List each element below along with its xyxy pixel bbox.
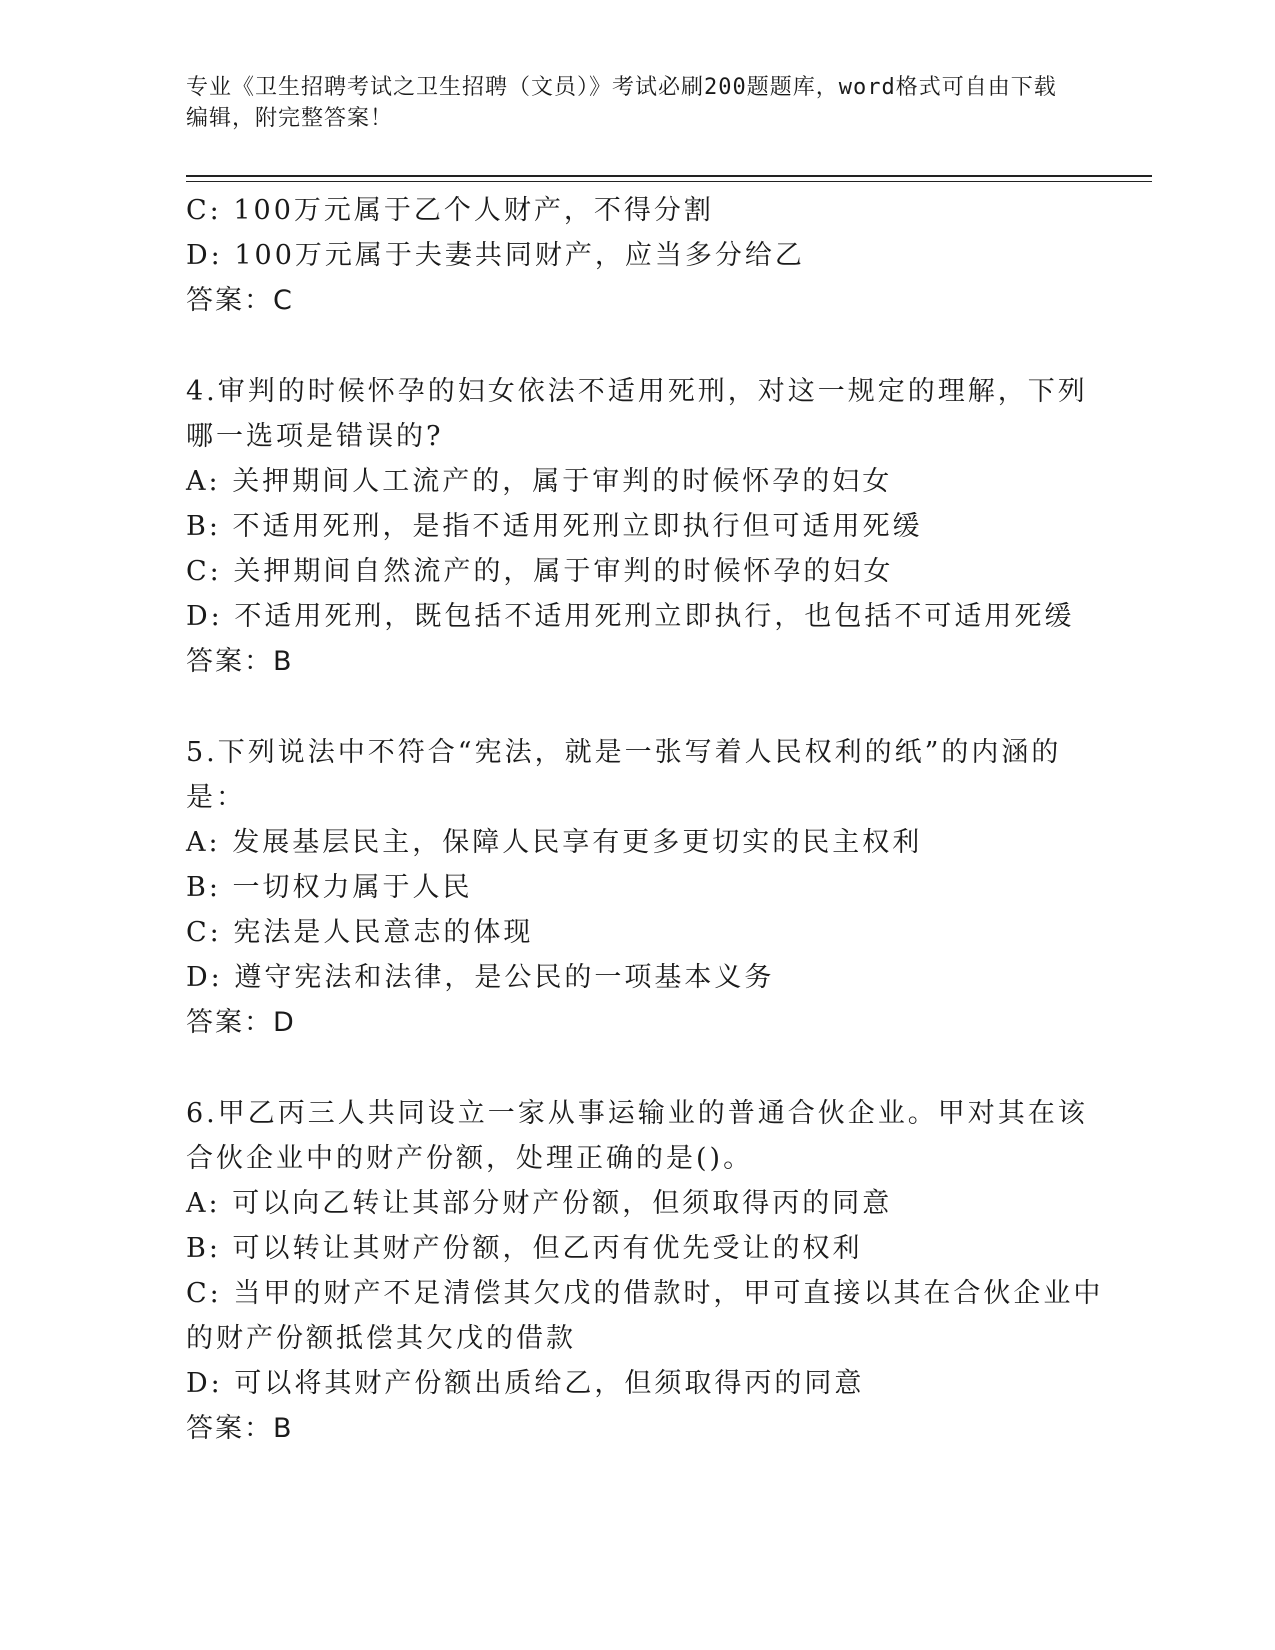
option-letter: D:	[186, 962, 223, 993]
question-stem: 6.甲乙丙三人共同设立一家从事运输业的普通合伙企业。甲对其在该	[186, 1098, 1088, 1129]
answer-line	[186, 1000, 1086, 1045]
option-text: 发展基层民主，保障人民享有更多更切实的民主权利	[232, 827, 923, 858]
question-4	[186, 369, 1086, 684]
question-stem-cont: 合伙企业中的财产份额，处理正确的是()。	[186, 1143, 754, 1174]
option-d	[186, 1361, 1086, 1406]
header-title: 专业《卫生招聘考试之卫生招聘（文员）》考试必刷200题题库，word格式可自由下载编辑，附完整答案！	[186, 75, 1057, 131]
header-rule-thin	[186, 181, 1152, 182]
answer-label: 答案：	[186, 1413, 273, 1444]
answer-value: B	[273, 1413, 294, 1444]
answer-line	[186, 639, 1086, 684]
option-text: 遵守宪法和法律，是公民的一项基本义务	[234, 962, 775, 993]
answer-value: C	[273, 285, 294, 316]
option-text: 可以转让其财产份额，但乙丙有优先受让的权利	[232, 1233, 863, 1264]
option-c	[186, 1271, 1104, 1316]
header-rule-thick	[186, 175, 1152, 177]
question-stem-cont: 是：	[186, 782, 246, 813]
option-letter: A:	[186, 466, 221, 497]
answer-line	[186, 278, 1086, 323]
option-letter: C:	[186, 556, 222, 587]
option-letter: C:	[186, 195, 222, 226]
option-c	[186, 549, 1086, 594]
option-text: 可以将其财产份额出质给乙，但须取得丙的同意	[234, 1368, 865, 1399]
option-a	[186, 459, 1086, 504]
option-letter: D:	[186, 1368, 223, 1399]
option-letter: D:	[186, 601, 223, 632]
answer-label: 答案：	[186, 285, 273, 316]
option-letter: D:	[186, 240, 223, 271]
question-5	[186, 730, 1086, 1045]
question-stem-cont: 哪一选项是错误的?	[186, 421, 444, 452]
option-text: 宪法是人民意志的体现	[233, 917, 534, 948]
option-text: 不适用死刑，既包括不适用死刑立即执行，也包括不可适用死缓	[234, 601, 1075, 632]
option-letter: A:	[186, 827, 221, 858]
answer-label: 答案：	[186, 646, 273, 677]
option-b	[186, 504, 1086, 549]
answer-label: 答案：	[186, 1007, 273, 1038]
option-letter: B:	[186, 511, 221, 542]
option-a	[186, 1181, 1086, 1226]
option-d	[186, 233, 1086, 278]
answer-value: B	[273, 646, 294, 677]
option-a	[186, 820, 1086, 865]
answer-line	[186, 1406, 1086, 1451]
option-text-cont: 的财产份额抵偿其欠戊的借款	[186, 1323, 576, 1354]
document-body	[186, 188, 1104, 1451]
option-text: 不适用死刑，是指不适用死刑立即执行但可适用死缓	[232, 511, 923, 542]
option-text: 关押期间自然流产的，属于审判的时候怀孕的妇女	[233, 556, 894, 587]
option-c	[186, 188, 1086, 233]
question-stem: 4.审判的时候怀孕的妇女依法不适用死刑，对这一规定的理解，下列	[186, 376, 1088, 407]
option-letter: C:	[186, 1278, 222, 1309]
question-stem: 5.下列说法中不符合“宪法，就是一张写着人民权利的纸”的内涵的	[186, 737, 1062, 768]
option-letter: C:	[186, 917, 222, 948]
question-6	[186, 1091, 1104, 1451]
option-text: 关押期间人工流产的，属于审判的时候怀孕的妇女	[232, 466, 893, 497]
document-header	[186, 72, 1066, 134]
option-letter: B:	[186, 1233, 221, 1264]
option-b	[186, 865, 1086, 910]
option-letter: A:	[186, 1188, 221, 1219]
option-d	[186, 955, 1086, 1000]
answer-value: D	[273, 1007, 296, 1038]
option-text: 100万元属于乙个人财产，不得分割	[233, 195, 714, 226]
option-text: 100万元属于夫妻共同财产，应当多分给乙	[234, 240, 805, 271]
option-letter: B:	[186, 872, 221, 903]
option-text: 一切权力属于人民	[232, 872, 473, 903]
option-b	[186, 1226, 1086, 1271]
continued-question	[186, 188, 1086, 323]
option-text: 当甲的财产不足清偿其欠戊的借款时，甲可直接以其在合伙企业中	[233, 1278, 1104, 1309]
option-c	[186, 910, 1086, 955]
option-d	[186, 594, 1086, 639]
option-text: 可以向乙转让其部分财产份额，但须取得丙的同意	[232, 1188, 893, 1219]
option-c-cont	[186, 1316, 1086, 1361]
